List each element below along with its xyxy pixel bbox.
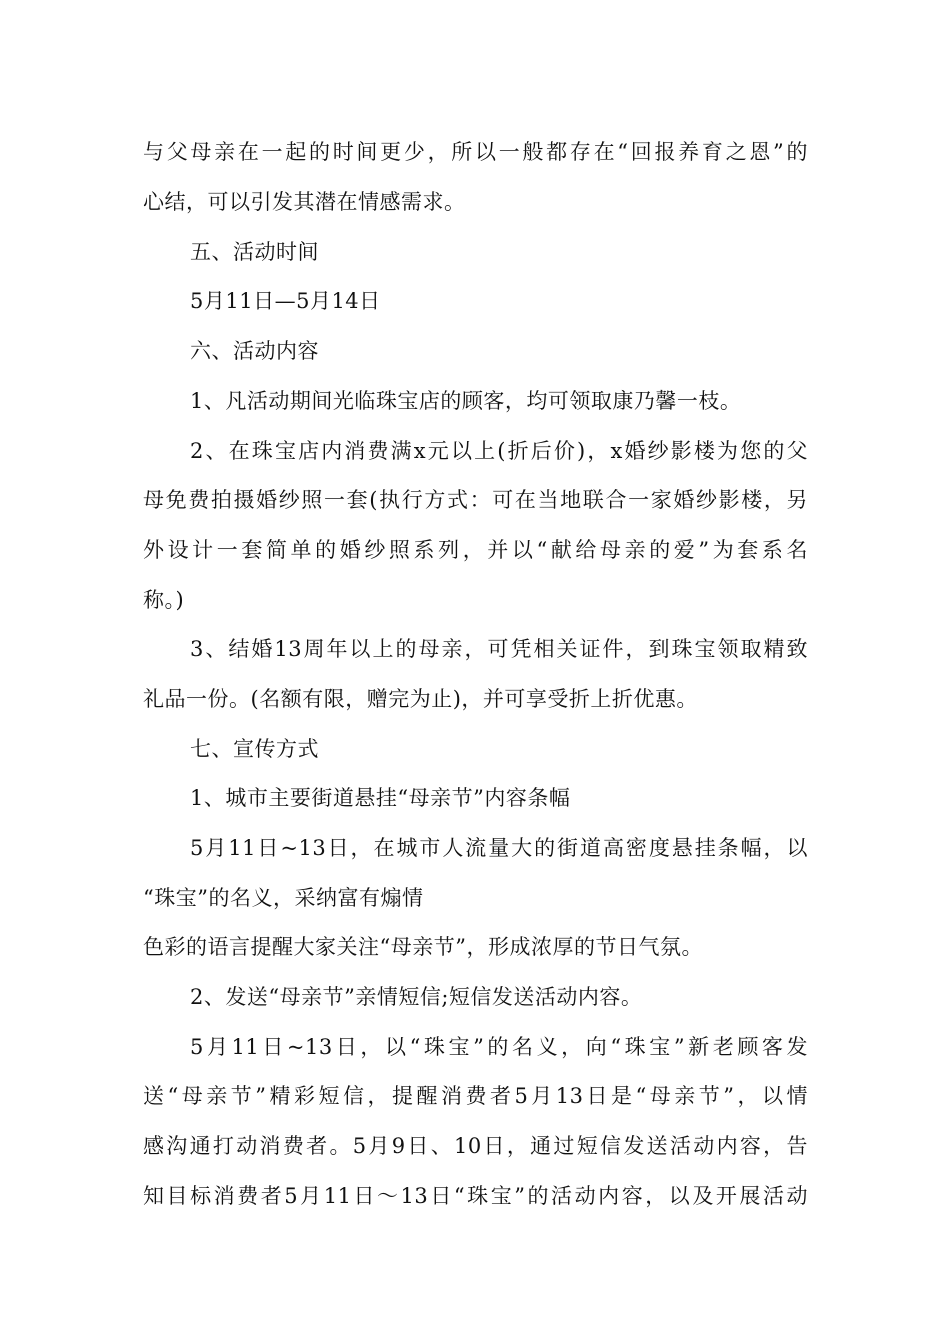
text-line: 感沟通打动消费者。5月9日、10日，通过短信发送活动内容，告 bbox=[143, 1134, 808, 1158]
text-line: 2、在珠宝店内消费满x元以上(折后价)，x婚纱影楼为您的父 bbox=[190, 439, 808, 463]
text-line: 1、凡活动期间光临珠宝店的顾客，均可领取康乃馨一枝。 bbox=[190, 389, 742, 413]
text-line: 5月11日~13日，在城市人流量大的街道高密度悬挂条幅，以 bbox=[190, 836, 808, 860]
text-line: 3、结婚13周年以上的母亲，可凭相关证件，到珠宝领取精致 bbox=[190, 637, 808, 661]
text-line: 礼品一份。(名额有限，赠完为止)，并可享受折上折优惠。 bbox=[143, 687, 698, 711]
text-line: 母免费拍摄婚纱照一套(执行方式：可在当地联合一家婚纱影楼，另 bbox=[143, 488, 808, 512]
text-line: 与父母亲在一起的时间更少，所以一般都存在“回报养育之恩”的 bbox=[143, 140, 808, 164]
section-heading: 六、活动内容 bbox=[190, 339, 319, 363]
text-line: 外设计一套简单的婚纱照系列，并以“献给母亲的爱”为套系名 bbox=[143, 538, 808, 562]
text-line: 5月11日~13日，以“珠宝”的名义，向“珠宝”新老顾客发 bbox=[190, 1035, 808, 1059]
text-line: “珠宝”的名义，采纳富有煽情 bbox=[143, 886, 424, 910]
section-heading: 七、宣传方式 bbox=[190, 737, 319, 761]
text-line: 称。) bbox=[143, 588, 185, 612]
text-line: 色彩的语言提醒大家关注“母亲节”，形成浓厚的节日气氛。 bbox=[143, 935, 703, 959]
text-line: 送“母亲节”精彩短信，提醒消费者5月13日是“母亲节”，以情 bbox=[143, 1084, 808, 1108]
text-line: 2、发送“母亲节”亲情短信;短信发送活动内容。 bbox=[190, 985, 643, 1009]
text-line: 5月11日—5月14日 bbox=[190, 289, 381, 313]
text-line: 1、城市主要街道悬挂“母亲节”内容条幅 bbox=[190, 786, 571, 810]
text-line: 心结，可以引发其潜在情感需求。 bbox=[143, 190, 466, 214]
text-line: 知目标消费者5月11日～13日“珠宝”的活动内容，以及开展活动 bbox=[143, 1184, 808, 1208]
section-heading: 五、活动时间 bbox=[190, 240, 319, 264]
